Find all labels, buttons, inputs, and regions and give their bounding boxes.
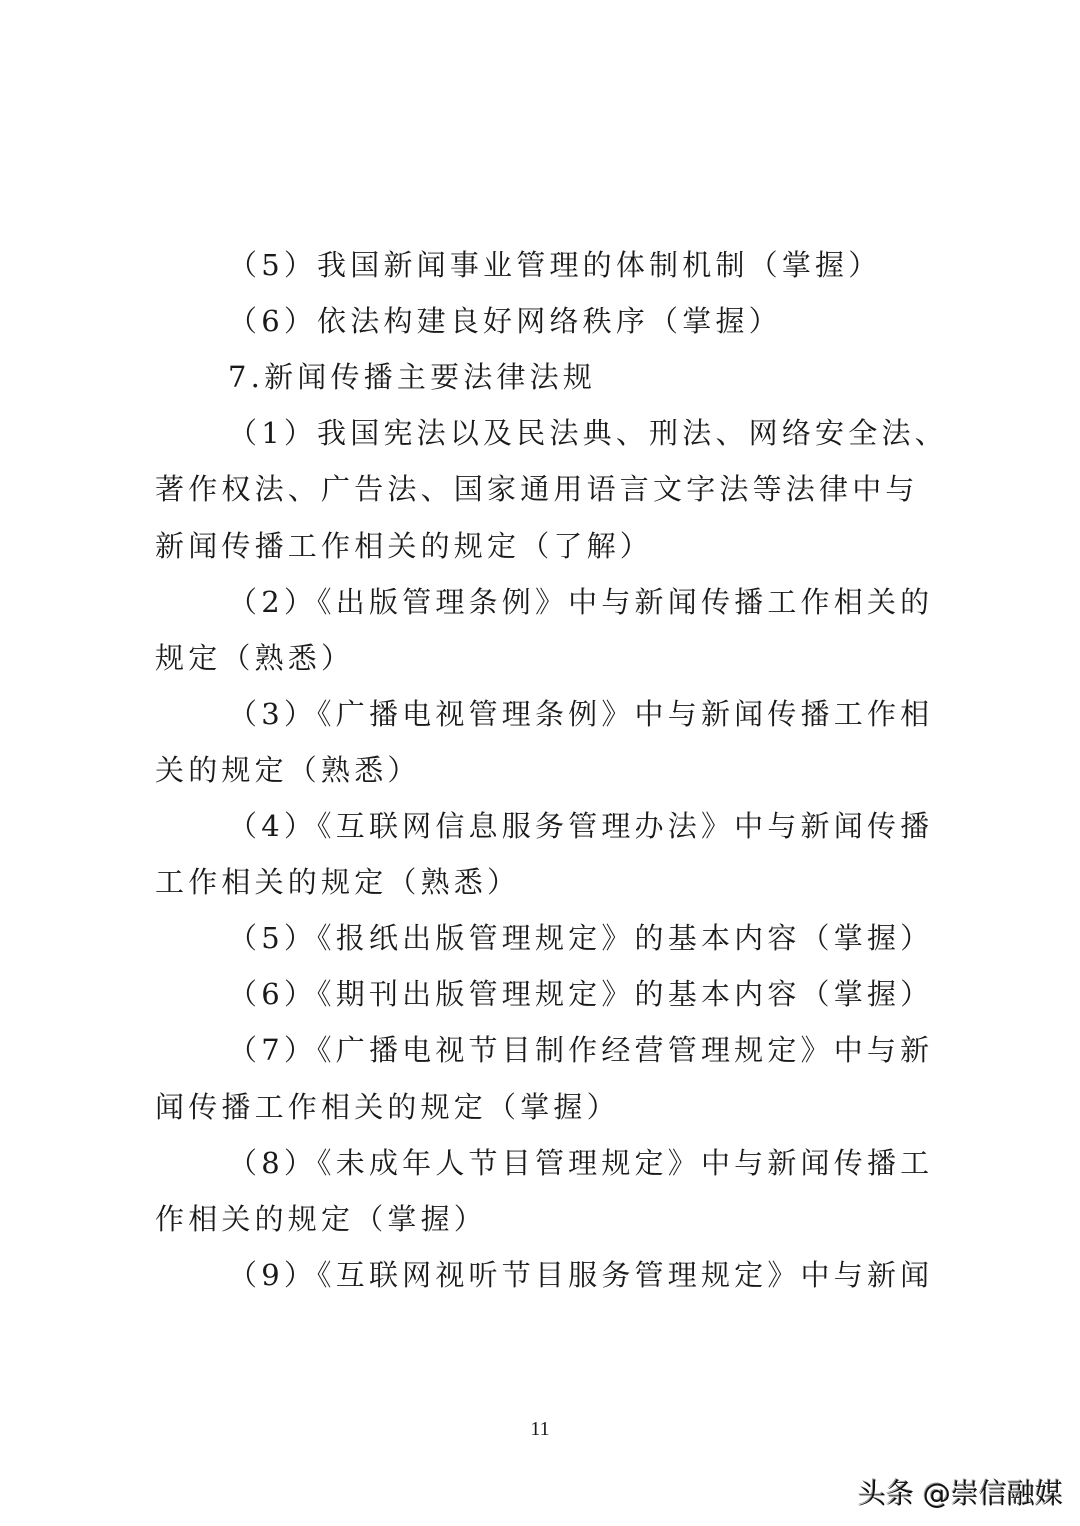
text-line: （2）《出版管理条例》中与新闻传播工作相关的 — [228, 584, 934, 619]
text-line: （6）依法构建良好网络秩序（掌握） — [228, 304, 782, 339]
text-line: （5）《报纸出版管理规定》的基本内容（掌握） — [228, 921, 934, 956]
text-line: 著作权法、广告法、国家通用语言文字法等法律中与 — [155, 472, 919, 507]
text-line: 新闻传播工作相关的规定（了解） — [155, 528, 654, 563]
text-line: （8）《未成年人节目管理规定》中与新闻传播工 — [228, 1145, 934, 1180]
text-line: （6）《期刊出版管理规定》的基本内容（掌握） — [228, 977, 934, 1012]
text-line: （7）《广播电视节目制作经营管理规定》中与新 — [228, 1033, 934, 1068]
text-line: 工作相关的规定（熟悉） — [155, 865, 521, 900]
text-line: 作相关的规定（掌握） — [155, 1201, 488, 1236]
text-line: （1）我国宪法以及民法典、刑法、网络安全法、 — [228, 416, 948, 451]
watermark: 头条 @崇信融媒 — [858, 1477, 1063, 1510]
text-line: （5）我国新闻事业管理的体制机制（掌握） — [228, 248, 882, 282]
text-line: 关的规定（熟悉） — [155, 752, 421, 787]
page-number: 11 — [530, 1418, 550, 1440]
text-line: （4）《互联网信息服务管理办法》中与新闻传播 — [228, 809, 934, 843]
text-line: （9）《互联网视听节目服务管理规定》中与新闻 — [228, 1257, 934, 1292]
text-line: 7.新闻传播主要法律法规 — [228, 360, 597, 395]
text-line: 规定（熟悉） — [155, 640, 355, 675]
text-line: 闻传播工作相关的规定（掌握） — [155, 1089, 620, 1124]
text-line: （3）《广播电视管理条例》中与新闻传播工作相 — [228, 696, 934, 731]
